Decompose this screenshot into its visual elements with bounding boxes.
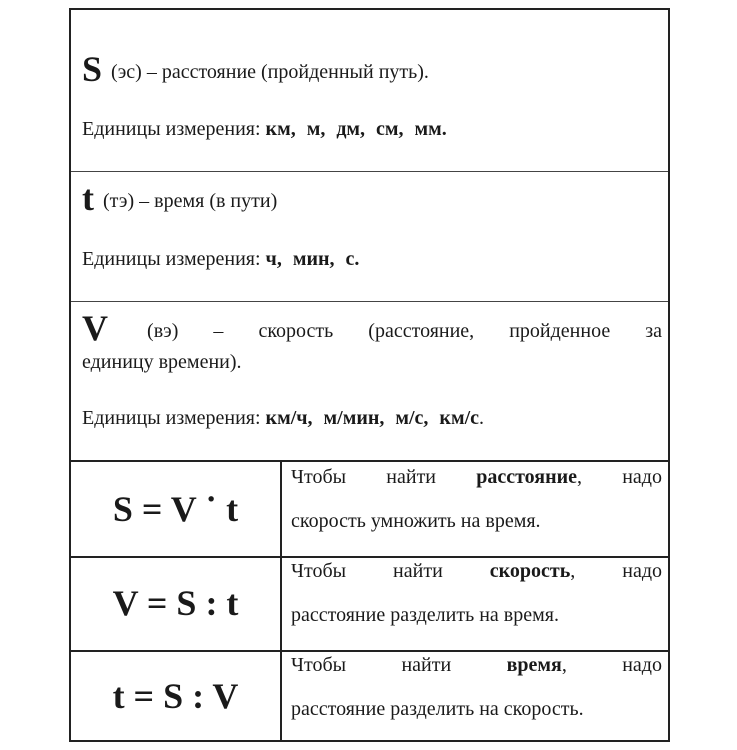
explanation-line1 xyxy=(291,654,662,677)
time-definition xyxy=(82,177,277,219)
distance-units-row xyxy=(82,118,447,141)
formula-row-time xyxy=(71,650,668,742)
explanation-pre: Чтобы найти xyxy=(291,560,490,582)
explanation-pre: Чтобы найти xyxy=(291,654,507,676)
distance-units-label: Единицы измерения: xyxy=(82,118,261,140)
explanation-post: , надо xyxy=(570,560,662,582)
speed-units: км/ч, м/мин, м/с, км/с xyxy=(265,407,480,429)
explanation-speed xyxy=(291,556,662,650)
explanation-line1 xyxy=(291,466,662,489)
explanation-post: , надо xyxy=(577,466,662,488)
explanation-line2: расстояние разделить на скорость. xyxy=(291,698,584,720)
explanation-distance xyxy=(291,462,662,556)
explanation-line1 xyxy=(291,560,662,583)
distance-description: (эс) – расстояние (пройденный путь). xyxy=(111,61,429,83)
speed-description: (вэ) – скорость (расстояние, пройденное за xyxy=(147,320,663,342)
speed-units-row xyxy=(82,407,484,430)
speed-section xyxy=(71,301,668,462)
formula-speed: V = S : t xyxy=(71,556,282,650)
explanation-keyword: время xyxy=(506,654,562,676)
explanation-line2: расстояние разделить на время. xyxy=(291,604,559,626)
explanation-line2: скорость умножить на время. xyxy=(291,510,541,532)
distance-units: км, м, дм, см, мм. xyxy=(265,118,447,140)
time-units-label: Единицы измерения: xyxy=(82,248,261,270)
time-section xyxy=(71,171,668,302)
explanation-pre: Чтобы найти xyxy=(291,466,477,488)
formula-distance: S = V ˙ t xyxy=(71,462,282,556)
explanation-keyword: расстояние xyxy=(476,466,578,488)
time-units: ч, мин, с. xyxy=(265,248,360,270)
speed-symbol: V xyxy=(82,308,108,348)
speed-description-continued: единицу времени). xyxy=(82,351,242,373)
formula-time: t = S : V xyxy=(71,650,282,742)
distance-definition xyxy=(82,48,429,90)
distance-symbol: S xyxy=(82,49,103,89)
time-units-row xyxy=(82,248,359,271)
formula-row-speed xyxy=(71,556,668,652)
explanation-post: , надо xyxy=(561,654,662,676)
explanation-keyword: скорость xyxy=(489,560,571,582)
speed-units-label: Единицы измерения: xyxy=(82,407,261,429)
explanation-time xyxy=(291,650,662,742)
formula-row-distance xyxy=(71,462,668,558)
speed-units-end: . xyxy=(479,407,485,429)
formula-reference-table xyxy=(69,8,670,742)
distance-section xyxy=(71,10,668,172)
time-symbol: t xyxy=(82,178,94,218)
time-description: (тэ) – время (в пути) xyxy=(103,190,278,212)
speed-definition xyxy=(82,307,662,349)
